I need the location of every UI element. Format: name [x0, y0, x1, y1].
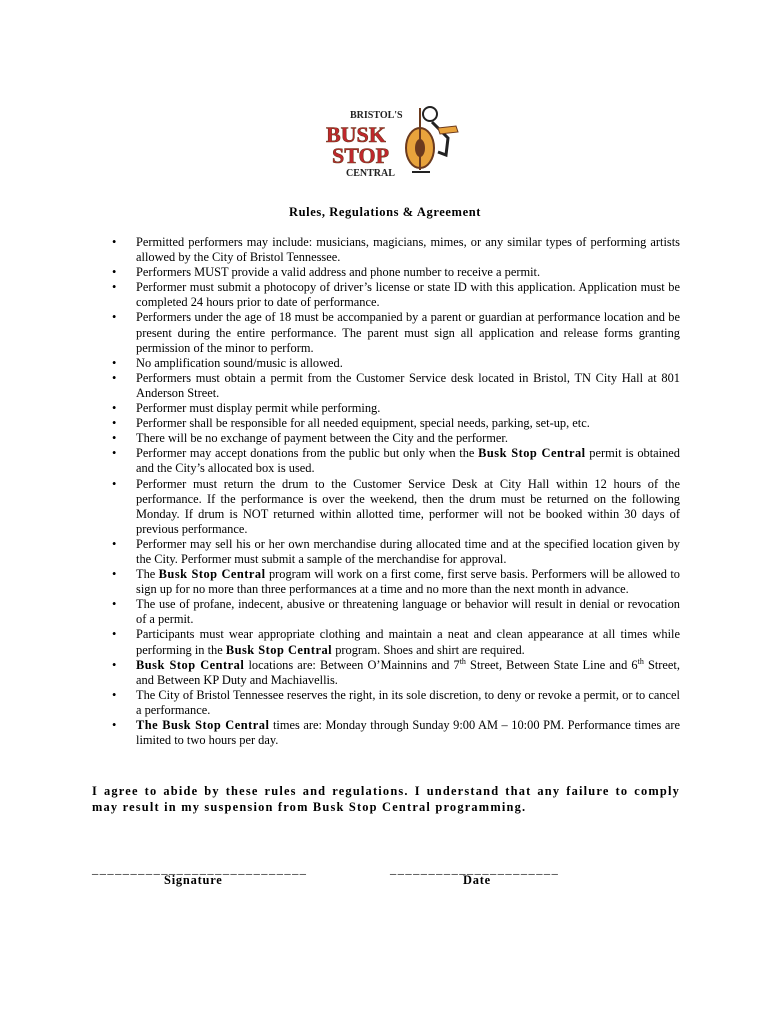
rule-item [108, 627, 680, 657]
rule-text: Performers must obtain a permit from the Customer Service desk located in Bristol, TN City Hall at 801 Anderson Street. [136, 370, 680, 400]
rule-text: Performer shall be responsible for all needed equipment, special needs, parking, set-up, etc. [136, 416, 590, 431]
rule-text: permit is obtained and the City’s allocated box is used. [136, 446, 680, 476]
rule-item [108, 310, 680, 355]
svg-text:BRISTOL'S: BRISTOL'S [350, 110, 403, 121]
rule-text: The [136, 567, 159, 582]
rule-item [108, 477, 680, 537]
rule-text: program will work on a first come, first serve basis. Performers will be allowed to sign up for no more than three performances at a time and no more than the next month in advance. [136, 567, 680, 597]
rule-item [108, 356, 680, 371]
rule-text: Performers MUST provide a valid address and phone number to receive a permit. [136, 265, 541, 280]
rule-text: Street, and Between KP Duty and Machiavellis. [136, 657, 680, 687]
rule-item [108, 280, 680, 310]
rule-item [108, 537, 680, 567]
rule-item [108, 658, 680, 688]
rule-item [108, 688, 680, 718]
rule-text: Permitted performers may include: musicians, magicians, mimes, or any similar types of performing artists allowed by the City of Bristol Tennessee. [136, 235, 680, 265]
svg-text:CENTRAL: CENTRAL [346, 168, 395, 179]
rule-text: Performer must return the drum to the Customer Service Desk at City Hall within 12 hours of the performance. If the performance is over the weekend, then the drum must be returned on the following Monday. If drum is NOT returned within allotted time, performer will not be booked within 30 days of previous performance. [136, 476, 680, 536]
rule-text: Performer must submit a photocopy of driver’s license or state ID with this application. Application must be completed 24 hours prior to date of performance. [136, 280, 680, 310]
signature-line[interactable]: ____________________________ [92, 862, 308, 876]
svg-text:STOP: STOP [332, 143, 390, 168]
rule-text: Street, Between State Line and 6 [465, 657, 638, 672]
busk-stop-central-logo [320, 100, 460, 180]
rule-item [108, 416, 680, 431]
rule-item [108, 265, 680, 280]
rule-text: Performer may sell his or her own merchandise during allocated time and at the specified location given by the City. Performer must submit a sample of the merchandise for approval. [136, 536, 680, 566]
rule-item [108, 718, 680, 748]
program-name: Busk Stop Central [225, 642, 333, 657]
rule-text: th [459, 656, 466, 666]
rule-text: Performers under the age of 18 must be accompanied by a parent or guardian at performance location and be present during the entire performance. The parent must sign all application and release forms granting permission of the minor to perform. [136, 310, 680, 355]
rule-text: There will be no exchange of payment between the City and the performer. [136, 431, 508, 446]
rule-item [108, 235, 680, 265]
document-title: Rules, Regulations & Agreement [288, 205, 482, 219]
rule-text: The City of Bristol Tennessee reserves the right, in its sole discretion, to deny or revoke a permit, or to cancel a performance. [136, 687, 680, 717]
date-label: Date [463, 873, 491, 887]
rule-text: Performer must display permit while performing. [136, 401, 381, 416]
rule-text: The use of profane, indecent, abusive or threatening language or behavior will result in denial or revocation of a permit. [136, 597, 680, 627]
rule-text: Participants must wear appropriate clothing and maintain a neat and clean appearance at all times while performing in the [136, 627, 680, 657]
rule-text: Performer may accept donations from the public but only when the [136, 446, 479, 461]
rule-item [108, 431, 680, 446]
svg-text:BUSK: BUSK [326, 122, 386, 147]
agreement-statement: I agree to abide by these rules and regulations. I understand that any failure to comply may result in my suspension from Busk Stop Central programming. [92, 784, 680, 814]
rule-item [108, 567, 680, 597]
program-name: Busk Stop Central [136, 657, 245, 672]
program-name: Busk Stop Central [478, 446, 586, 461]
rule-text: program. Shoes and shirt are required. [332, 642, 525, 657]
rule-text: locations are: Between O’Mainnins and 7 [244, 657, 460, 672]
rule-item [108, 446, 680, 476]
signature-label: Signature [164, 873, 223, 887]
program-name: The Busk Stop Central [136, 718, 270, 732]
logo-graphic [320, 100, 460, 180]
rule-text: No amplification sound/music is allowed. [136, 355, 343, 370]
program-name: Busk Stop Central [158, 567, 266, 582]
rule-text: times are: Monday through Sunday 9:00 AM – 10:00 PM. Performance times are limited to two hours per day. [136, 718, 680, 748]
rules-list [108, 235, 680, 748]
rule-item [108, 401, 680, 416]
rule-item [108, 371, 680, 401]
rule-item [108, 597, 680, 627]
date-line[interactable]: ______________________ [390, 862, 560, 876]
rule-text: th [637, 656, 644, 666]
